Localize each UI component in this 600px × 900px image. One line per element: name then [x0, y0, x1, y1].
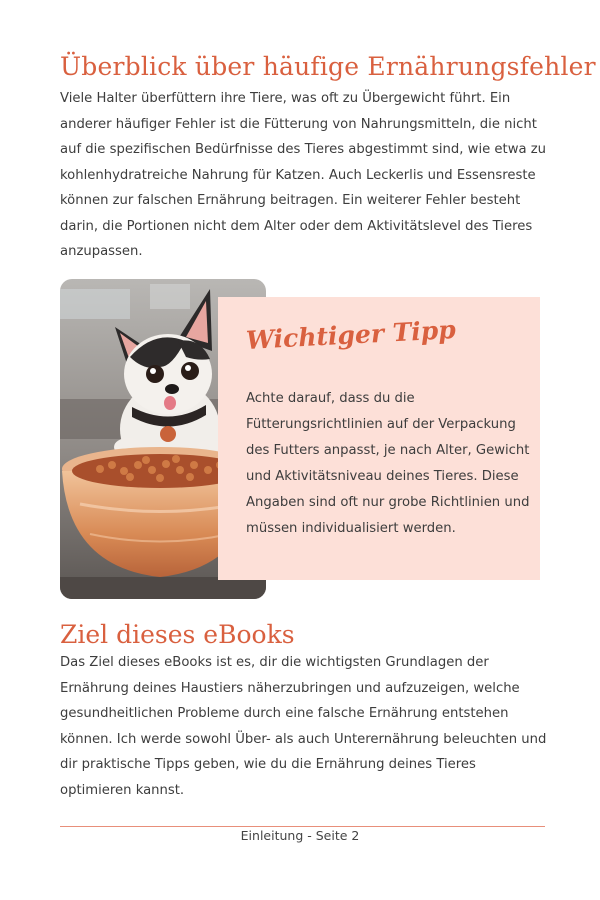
section-heading-goal: Ziel dieses eBooks: [60, 620, 295, 649]
section-heading-errors: Überblick über häufige Ernährungsfehler: [60, 52, 596, 81]
tip-title: Wichtiger Tipp: [245, 315, 457, 355]
footer-divider: [60, 826, 545, 827]
tip-text: Achte darauf, dass du die Fütterungsrichtlinien auf der Verpackung des Futters anpasst, je nach Alter, Gewicht und Aktivitätsniveau deines Tieres. Diese Angaben sind oft nur grobe Richtlinien und müssen individualisiert werden.: [246, 391, 530, 536]
page-footer: Einleitung - Seite 2: [240, 828, 360, 843]
paragraph-errors: Viele Halter überfüttern ihre Tiere, was oft zu Übergewicht führt. Ein anderer häufiger Fehler ist die Fütterung von Nahrungsmitteln, die nicht auf die spezifischen Bedürfnisse des Tieres abgestimmt sind, wie etwa zu kohlenhydratreiche Nahrung für Katzen. Auch Leckerlis und Essensreste können zur falschen Ernährung beitragen. Ein weiterer Fehler besteht darin, die Portionen nicht dem Alter oder dem Aktivitätslevel des Tieres anzupassen.: [60, 91, 547, 259]
paragraph-goal: Das Ziel dieses eBooks ist es, dir die wichtigsten Grundlagen der Ernährung deines Haustiers näherzubringen und aufzuzeigen, welche gesundheitlichen Probleme durch eine falsche Ernährung entstehen können. Ich werde sowohl Über- als auch Unterernährung beleuchten und dir praktische Tipps geben, wie du die Ernährung deines Tieres optimieren kannst.: [60, 655, 547, 798]
